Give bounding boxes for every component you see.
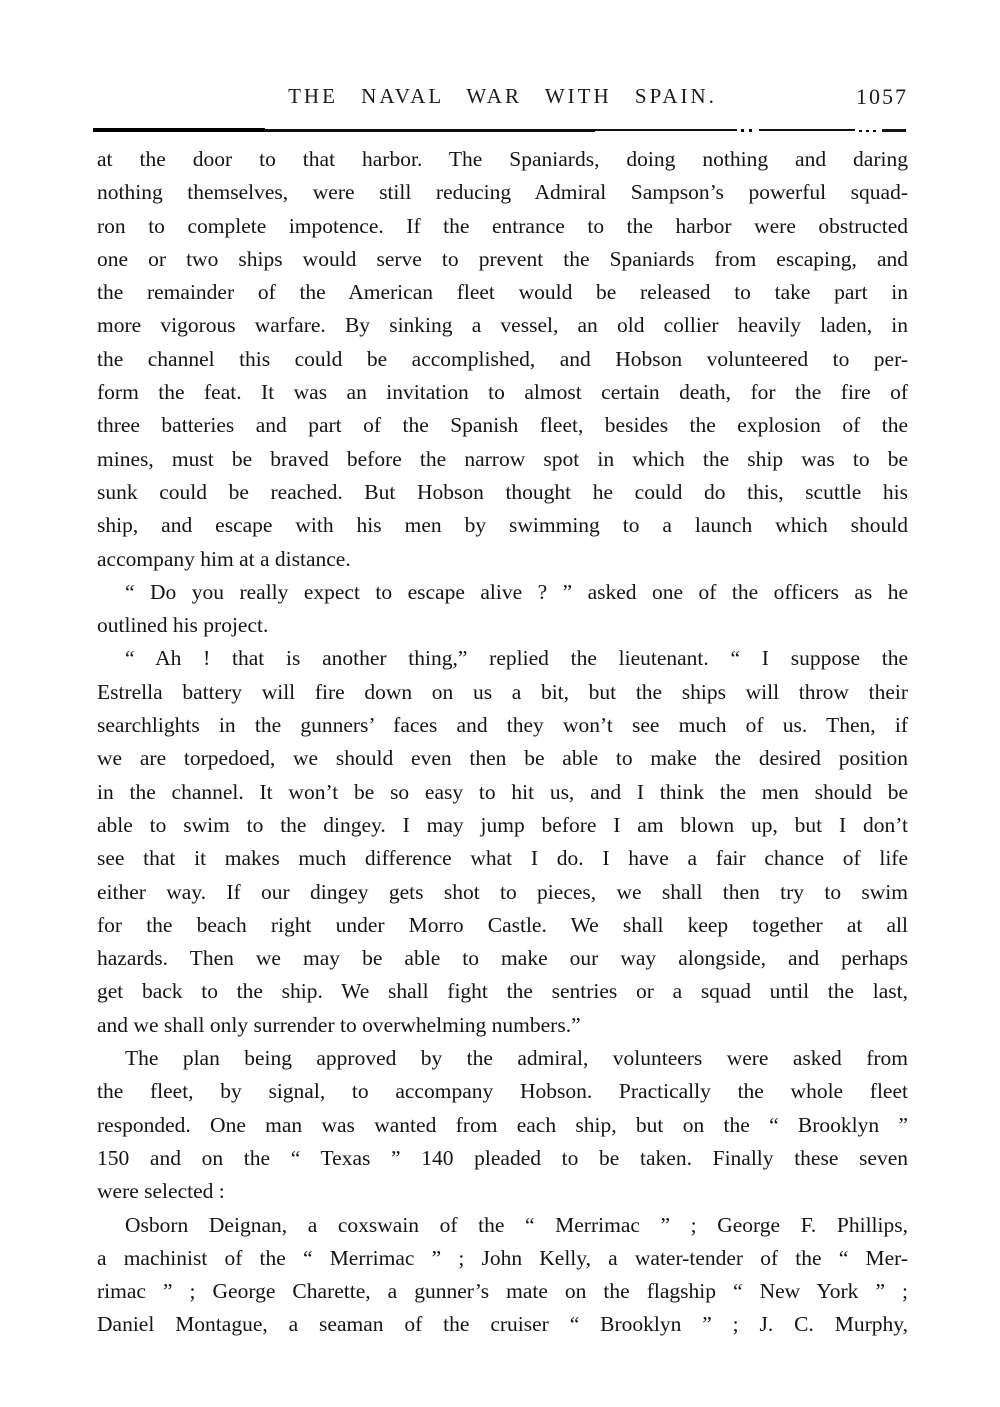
text-line: were selected : <box>97 1179 225 1204</box>
text-line: Osborn Deignan, a coxswain of the “ Merrimac ” ; George F. Phillips, <box>125 1212 908 1237</box>
text-line: mines, must be braved before the narrow spot in which the ship was to be <box>97 446 908 471</box>
text-line: rimac ” ; George Charette, a gunner’s mate on the flagship “ New York ” ; <box>97 1279 908 1304</box>
text-line: ron to complete impotence. If the entrance to the harbor were obstructed <box>97 213 908 238</box>
text-line: see that it makes much difference what I do. I have a fair chance of life <box>97 846 908 871</box>
running-head <box>97 84 908 114</box>
text-line: responded. One man was wanted from each ship, but on the “ Brooklyn ” <box>97 1112 908 1137</box>
text-line: accompany him at a distance. <box>97 546 351 571</box>
text-line: able to swim to the dingey. I may jump before I am blown up, but I don’t <box>97 812 908 837</box>
text-line: Estrella battery will fire down on us a bit, but the ships will throw their <box>97 679 908 704</box>
text-line: one or two ships would serve to prevent the Spaniards from escaping, and <box>97 246 908 271</box>
text-line: Daniel Montague, a seaman of the cruiser “ Brooklyn ” ; J. C. Murphy, <box>97 1312 908 1337</box>
text-line: hazards. Then we may be able to make our way alongside, and perhaps <box>97 946 908 971</box>
text-line: more vigorous warfare. By sinking a vessel, an old collier heavily laden, in <box>97 313 908 338</box>
text-line: a machinist of the “ Merrimac ” ; John Kelly, a water-tender of the “ Mer- <box>97 1245 908 1270</box>
page-number: 1057 <box>856 84 908 109</box>
text-line: and we shall only surrender to overwhelming numbers.” <box>97 1012 581 1037</box>
paragraph <box>97 576 908 643</box>
paragraph <box>97 1042 908 1208</box>
text-line: “ Ah ! that is another thing,” replied the lieutenant. “ I suppose the <box>125 646 908 671</box>
text-line: at the door to that harbor. The Spaniards, doing nothing and daring <box>97 147 908 171</box>
paragraph <box>97 642 908 1042</box>
text-line: the remainder of the American fleet would be released to take part in <box>97 280 908 305</box>
page-title: THE NAVAL WAR WITH SPAIN. <box>288 84 717 108</box>
text-line: The plan being approved by the admiral, volunteers were asked from <box>125 1046 908 1071</box>
text-line: 150 and on the “ Texas ” 140 pleaded to be taken. Finally these seven <box>97 1145 908 1170</box>
text-line: the fleet, by signal, to accompany Hobson. Practically the whole fleet <box>97 1079 908 1104</box>
text-line: nothing themselves, were still reducing Admiral Sampson’s powerful squad- <box>97 180 908 205</box>
text-line: either way. If our dingey gets shot to pieces, we shall then try to swim <box>97 879 908 904</box>
divider-rule <box>93 127 906 133</box>
text-line: in the channel. It won’t be so easy to hit us, and I think the men should be <box>97 779 908 804</box>
text-line: get back to the ship. We shall fight the sentries or a squad until the last, <box>97 979 908 1004</box>
text-line: ship, and escape with his men by swimming to a launch which should <box>97 513 908 538</box>
text-line: “ Do you really expect to escape alive ? ” asked one of the officers as he <box>125 579 908 604</box>
text-line: form the feat. It was an invitation to almost certain death, for the fire of <box>97 380 908 405</box>
text-line: for the beach right under Morro Castle. We shall keep together at all <box>97 912 908 937</box>
text-line: searchlights in the gunners’ faces and they won’t see much of us. Then, if <box>97 713 908 738</box>
text-line: the channel this could be accomplished, and Hobson volunteered to per- <box>97 346 908 371</box>
page-body <box>97 143 908 1342</box>
paragraph <box>97 143 908 576</box>
paragraph <box>97 1209 908 1342</box>
text-line: we are torpedoed, we should even then be able to make the desired position <box>97 746 908 771</box>
text-line: sunk could be reached. But Hobson thought he could do this, scuttle his <box>97 479 908 504</box>
text-line: three batteries and part of the Spanish fleet, besides the explosion of the <box>97 413 908 438</box>
text-line: outlined his project. <box>97 613 269 638</box>
